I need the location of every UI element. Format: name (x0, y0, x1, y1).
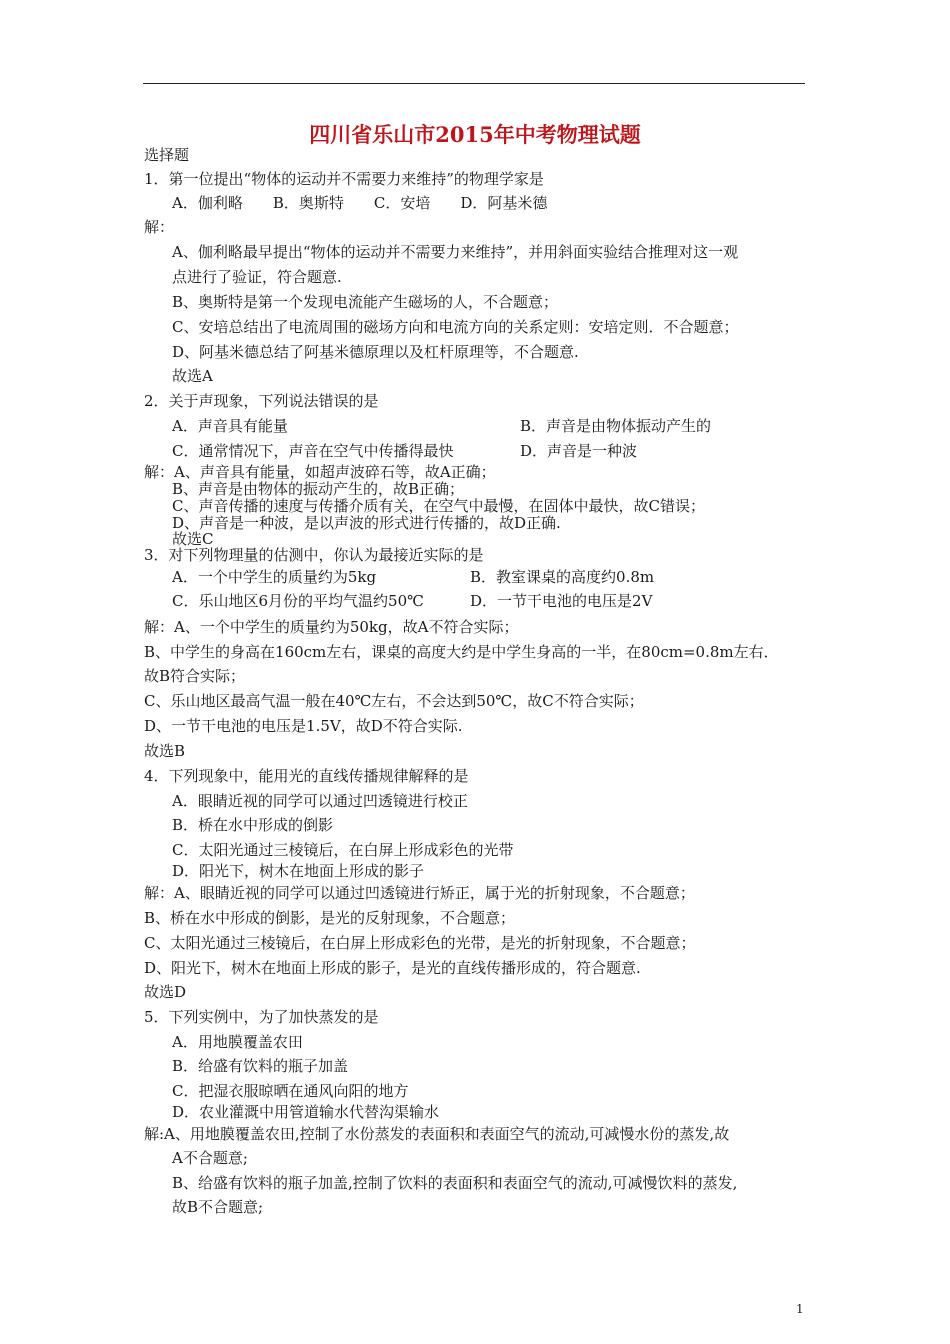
q3-solution-b2: 故B符合实际； (144, 667, 246, 685)
q1-solution-c: C、安培总结出了电流周围的磁场方向和电流方向的关系定则：安培定则．不合题意； (172, 318, 739, 336)
q1-stem: 1．第一位提出“物体的运动并不需要力来维持”的物理学家是 (144, 170, 544, 188)
q3-solution-c: C、乐山地区最高气温一般在40℃左右，不会达到50℃，故C不符合实际； (144, 692, 644, 710)
q4-stem: 4．下列现象中，能用光的直线传播规律解释的是 (144, 767, 469, 785)
q1-solution-a1: A、伽利略最早提出“物体的运动并不需要力来维持”，并用斜面实验结合推理对这一观 (172, 243, 739, 261)
q3-option-a: A．一个中学生的质量约为5kg (172, 568, 377, 586)
q4-solution-d: D、阳光下，树木在地面上形成的影子，是光的直线传播形成的，符合题意. (144, 959, 641, 977)
q4-option-d: D．阳光下，树木在地面上形成的影子 (172, 862, 425, 880)
q1-solution-d: D、阿基米德总结了阿基米德原理以及杠杆原理等，不合题意. (172, 343, 579, 361)
q4-option-a: A．眼睛近视的同学可以通过凹透镜进行校正 (172, 792, 468, 810)
q2-solution-d: D、声音是一种波，是以声波的形式进行传播的，故D正确. (172, 514, 561, 532)
q3-solution-d: D、一节干电池的电压是1.5V，故D不符合实际. (144, 717, 463, 735)
q2-stem: 2．关于声现象，下列说法错误的是 (144, 392, 379, 410)
q1-solution-a2: 点进行了验证，符合题意. (172, 268, 342, 286)
q4-solution-a: 解：A、眼睛近视的同学可以通过凹透镜进行矫正，属于光的折射现象，不合题意； (144, 884, 695, 902)
q5-solution-a2: A不合题意; (172, 1149, 248, 1167)
q4-option-c: C．太阳光通过三棱镜后，在白屏上形成彩色的光带 (172, 841, 514, 859)
q2-option-d: D．声音是一种波 (520, 442, 638, 460)
q4-solution-c: C、太阳光通过三棱镜后，在白屏上形成彩色的光带，是光的折射现象，不合题意； (144, 934, 696, 952)
q1-solution-b: B、奥斯特是第一个发现电流能产生磁场的人，不合题意； (172, 293, 559, 311)
q2-answer: 故选C (172, 530, 214, 548)
page-title: 四川省乐山市2015年中考物理试题 (309, 122, 641, 147)
q3-option-c: C．乐山地区6月份的平均气温约50℃ (172, 592, 424, 610)
q2-option-c: C．通常情况下，声音在空气中传播得最快 (172, 442, 454, 460)
q2-solution-b: B、声音是由物体的振动产生的，故B正确； (172, 480, 465, 498)
section-label: 选择题 (144, 146, 190, 164)
q4-solution-b: B、桥在水中形成的倒影，是光的反射现象，不合题意； (144, 909, 516, 927)
q4-answer: 故选D (144, 983, 187, 1001)
q5-option-c: C．把湿衣服晾晒在通风向阳的地方 (172, 1082, 409, 1100)
q1-solution-label: 解： (144, 218, 175, 236)
q5-option-a: A．用地膜覆盖农田 (172, 1033, 303, 1051)
q5-solution-a1: 解:A、用地膜覆盖农田,控制了水份蒸发的表面积和表面空气的流动,可减慢水份的蒸发,故 (144, 1125, 730, 1143)
q5-solution-b1: B、给盛有饮料的瓶子加盖,控制了饮料的表面积和表面空气的流动,可减慢饮料的蒸发, (172, 1174, 738, 1192)
q3-option-b: B．教室课桌的高度约0.8m (470, 568, 655, 586)
q5-option-b: B．给盛有饮料的瓶子加盖 (172, 1057, 349, 1075)
q1-options: A．伽利略 B．奥斯特 C．安培 D．阿基米德 (172, 194, 548, 212)
q3-stem: 3．对下列物理量的估测中，你认为最接近实际的是 (144, 546, 484, 564)
header-rule (143, 83, 805, 84)
q2-option-b: B．声音是由物体振动产生的 (520, 417, 712, 435)
q3-solution-a: 解：A、一个中学生的质量约为50kg，故A不符合实际； (144, 618, 519, 636)
q5-option-d: D．农业灌溉中用管道输水代替沟渠输水 (172, 1103, 440, 1121)
q5-solution-b2: 故B不合题意; (172, 1198, 264, 1216)
q3-option-d: D．一节干电池的电压是2V (470, 592, 653, 610)
q5-stem: 5．下列实例中，为了加快蒸发的是 (144, 1008, 379, 1026)
q2-option-a: A．声音具有能量 (172, 417, 288, 435)
q3-answer: 故选B (144, 742, 186, 760)
q1-answer: 故选A (172, 367, 213, 385)
q3-solution-b1: B、中学生的身高在160cm左右，课桌的高度大约是中学生身高的一半，在80cm=0.8m左右． (144, 643, 779, 661)
q2-solution-c: C、声音传播的速度与传播介质有关，在空气中最慢，在固体中最快，故C错误； (172, 497, 705, 515)
q2-solution-a: 解：A、声音具有能量，如超声波碎石等，故A正确； (144, 463, 496, 481)
q4-option-b: B．桥在水中形成的倒影 (172, 816, 334, 834)
page-number: 1 (796, 1302, 804, 1316)
